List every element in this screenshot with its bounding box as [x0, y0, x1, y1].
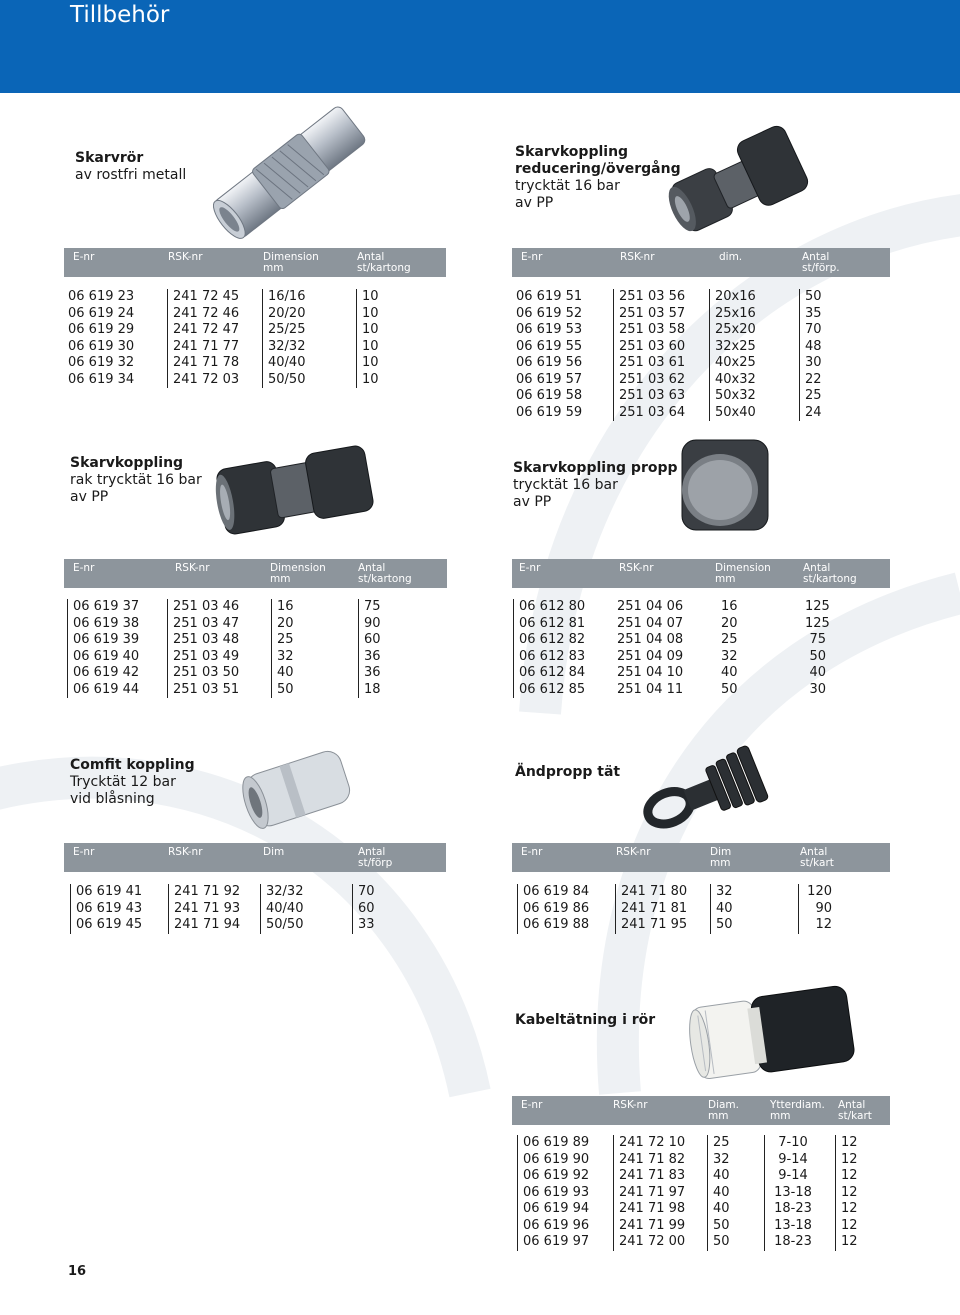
- cell: 36: [364, 665, 381, 680]
- cell: 241 71 81: [621, 900, 688, 916]
- header-antal: Antal st/förp.: [802, 251, 840, 274]
- cell: 20/20: [268, 305, 306, 321]
- cell: 12: [841, 1201, 858, 1216]
- cell: 32: [721, 648, 738, 664]
- cell: 251 03 50: [173, 665, 240, 680]
- cell: 50: [716, 917, 733, 932]
- cell: 241 71 77: [173, 338, 240, 354]
- col-enr: [513, 599, 585, 698]
- header-dimension: Dimension mm: [715, 562, 771, 585]
- cell: 06 619 92: [523, 1168, 590, 1183]
- header-dim: dim.: [719, 251, 743, 263]
- header-enr: E-nr: [519, 562, 541, 574]
- cell: 12: [841, 1184, 858, 1200]
- cell: 25x20: [715, 322, 756, 337]
- cell: 20x16: [715, 289, 756, 304]
- col-antal: [352, 884, 375, 934]
- cell: 06 619 93: [523, 1184, 590, 1200]
- cell: 7-10: [778, 1135, 808, 1150]
- header-enr: E-nr: [521, 251, 543, 263]
- header-ytterdiam: Ytterdiam. mm: [770, 1099, 825, 1122]
- andpropp-product-image: [635, 738, 775, 843]
- cell: 241 72 47: [173, 322, 240, 337]
- cell: 241 71 94: [174, 917, 241, 932]
- cell: 251 04 10: [617, 665, 684, 680]
- section-title-andpropp: [515, 764, 620, 781]
- cell: 12: [841, 1217, 858, 1233]
- col-enr: [68, 289, 134, 388]
- col-rsknr: [617, 599, 683, 698]
- header-rsknr: RSK-nr: [616, 846, 651, 858]
- cell: 251 04 09: [617, 648, 684, 664]
- cell: 24: [805, 404, 822, 420]
- cell: 50: [805, 289, 822, 304]
- cell: 241 71 98: [619, 1201, 686, 1216]
- cell: 12: [841, 1168, 858, 1183]
- cell: 30: [805, 355, 822, 370]
- col-enr: [67, 599, 139, 698]
- col-antal: [805, 599, 830, 698]
- header-enr: E-nr: [73, 251, 95, 263]
- header-dim: Dim: [263, 846, 285, 858]
- col-antal: [358, 599, 381, 698]
- cell: 06 619 88: [523, 917, 590, 932]
- table-header-kabel: [512, 1096, 890, 1125]
- cell: 241 71 97: [619, 1184, 686, 1200]
- title-line: rak trycktät 16 bar: [70, 472, 202, 488]
- section-title-rak: [70, 455, 202, 506]
- cell: 251 03 48: [173, 632, 240, 647]
- cell: 251 04 06: [617, 599, 684, 614]
- title-line: trycktät 16 bar: [513, 477, 618, 493]
- cell: 50x40: [715, 404, 756, 420]
- section-title-kabel: [515, 1012, 655, 1029]
- cell: 75: [364, 599, 381, 614]
- cell: 40x25: [715, 355, 756, 370]
- header-diam: Diam. mm: [708, 1099, 740, 1122]
- page-title: Tillbehör: [70, 2, 170, 28]
- header-rsknr: RSK-nr: [168, 251, 203, 263]
- cell: 32/32: [268, 338, 306, 354]
- cell: 40: [277, 665, 294, 680]
- cell: 06 619 51: [516, 289, 583, 304]
- cell: 10: [362, 289, 379, 304]
- col-rsknr: [168, 884, 240, 934]
- header-rsknr: RSK-nr: [175, 562, 210, 574]
- cell: 16: [721, 599, 738, 614]
- cell: 50: [277, 681, 294, 697]
- table-header-andpropp: [512, 843, 890, 872]
- cell: 50: [713, 1217, 730, 1233]
- cell: 241 71 82: [619, 1151, 686, 1167]
- header-rsknr: RSK-nr: [619, 562, 654, 574]
- cell: 251 04 07: [617, 615, 684, 631]
- cell: 251 03 57: [619, 305, 686, 321]
- header-dim: Dim mm: [710, 846, 732, 869]
- header-enr: E-nr: [73, 562, 95, 574]
- title-line: av PP: [70, 489, 109, 505]
- cell: 06 619 53: [516, 322, 583, 337]
- cell: 32x25: [715, 338, 756, 354]
- page-header: [0, 0, 960, 93]
- cell: 06 612 84: [519, 665, 586, 680]
- cell: 16/16: [268, 289, 306, 304]
- title-line: Skarvkoppling: [70, 455, 184, 471]
- cell: 241 72 03: [173, 371, 240, 387]
- cell: 33: [358, 917, 375, 932]
- cell: 241 71 78: [173, 355, 240, 370]
- cell: 90: [815, 900, 832, 916]
- cell: 251 03 47: [173, 615, 240, 631]
- cell: 241 72 46: [173, 305, 240, 321]
- cell: 32/32: [266, 884, 304, 899]
- col-rsknr: [615, 884, 687, 934]
- cell: 9-14: [778, 1151, 808, 1167]
- title-line: vid blåsning: [70, 791, 155, 807]
- cell: 75: [809, 632, 826, 647]
- col-enr: [517, 884, 589, 934]
- table-header-rak: [64, 559, 447, 588]
- header-enr: E-nr: [521, 846, 543, 858]
- cell: 06 619 57: [516, 371, 583, 387]
- cell: 06 619 89: [523, 1135, 590, 1150]
- col-ytterdiam: [764, 1135, 816, 1251]
- cell: 06 619 56: [516, 355, 583, 370]
- header-antal: Antal st/kart: [800, 846, 834, 869]
- cell: 30: [809, 681, 826, 697]
- cell: 32: [713, 1151, 730, 1167]
- cell: 06 619 32: [68, 355, 135, 370]
- col-dimension: [262, 289, 305, 388]
- cell: 06 619 94: [523, 1201, 590, 1216]
- cell: 40/40: [268, 355, 306, 370]
- col-antal: [356, 289, 379, 388]
- cell: 50: [809, 648, 826, 664]
- col-enr: [517, 1135, 589, 1251]
- col-antal: [835, 1135, 858, 1251]
- cell: 241 71 93: [174, 900, 241, 916]
- header-antal: Antal st/kartong: [357, 251, 411, 274]
- cell: 251 03 56: [619, 289, 686, 304]
- title-line: Skarvkoppling: [515, 144, 629, 160]
- cell: 10: [362, 305, 379, 321]
- col-dim: [260, 884, 303, 934]
- cell: 18: [364, 681, 381, 697]
- cell: 06 612 81: [519, 615, 586, 631]
- header-antal: Antal st/kartong: [803, 562, 857, 585]
- cell: 12: [841, 1135, 858, 1150]
- cell: 06 619 39: [73, 632, 140, 647]
- cell: 20: [277, 615, 294, 631]
- cell: 241 71 99: [619, 1217, 686, 1233]
- col-antal: [798, 884, 832, 934]
- cell: 60: [358, 900, 375, 916]
- cell: 90: [364, 615, 381, 631]
- col-diam: [707, 1135, 730, 1251]
- cell: 251 03 46: [173, 599, 240, 614]
- cell: 10: [362, 371, 379, 387]
- cell: 13-18: [774, 1217, 812, 1233]
- cell: 12: [841, 1234, 858, 1249]
- title-line: Skarvkoppling propp: [513, 460, 678, 476]
- title-line: av rostfri metall: [75, 167, 187, 183]
- header-enr: E-nr: [73, 846, 95, 858]
- cell: 12: [815, 917, 832, 932]
- header-antal: Antal st/förp: [358, 846, 393, 869]
- cell: 36: [364, 648, 381, 664]
- cell: 10: [362, 322, 379, 337]
- cell: 13-18: [774, 1184, 812, 1200]
- title-line: Trycktät 12 bar: [70, 774, 176, 790]
- col-rsknr: [613, 1135, 685, 1251]
- cell: 241 72 00: [619, 1234, 686, 1249]
- cell: 120: [807, 884, 832, 899]
- reducering-product-image: [655, 118, 815, 243]
- cell: 251 03 62: [619, 371, 686, 387]
- cell: 125: [805, 615, 830, 631]
- section-title-skarvror: [75, 150, 186, 184]
- title-line: trycktät 16 bar: [515, 178, 620, 194]
- cell: 06 612 85: [519, 681, 586, 697]
- cell: 125: [805, 599, 830, 614]
- cell: 10: [362, 355, 379, 370]
- cell: 06 619 45: [76, 917, 143, 932]
- title-line: Comfit koppling: [70, 757, 195, 773]
- cell: 06 619 24: [68, 305, 135, 321]
- header-antal: Antal st/kartong: [358, 562, 412, 585]
- cell: 06 619 90: [523, 1151, 590, 1167]
- col-rsknr: [167, 289, 239, 388]
- page-number: 16: [68, 1264, 87, 1279]
- cell: 50/50: [268, 371, 306, 387]
- cell: 06 619 38: [73, 615, 140, 631]
- cell: 06 619 37: [73, 599, 140, 614]
- cell: 06 619 41: [76, 884, 143, 899]
- cell: 06 619 43: [76, 900, 143, 916]
- cell: 50: [713, 1234, 730, 1249]
- cell: 06 619 29: [68, 322, 135, 337]
- cell: 18-23: [774, 1234, 812, 1249]
- cell: 25: [713, 1135, 730, 1150]
- title-line: av PP: [513, 494, 552, 510]
- cell: 32: [277, 648, 294, 664]
- cell: 251 03 49: [173, 648, 240, 664]
- comfit-product-image: [235, 740, 360, 835]
- kabel-product-image: [685, 985, 865, 1080]
- title-line: Ändpropp tät: [515, 764, 621, 780]
- cell: 70: [358, 884, 375, 899]
- col-antal: [799, 289, 822, 421]
- cell: 06 612 82: [519, 632, 586, 647]
- cell: 251 03 58: [619, 322, 686, 337]
- cell: 251 03 60: [619, 338, 686, 354]
- skarvror-product-image: [205, 97, 375, 247]
- cell: 06 612 80: [519, 599, 586, 614]
- col-dimension: [721, 599, 738, 698]
- cell: 06 619 58: [516, 388, 583, 403]
- cell: 25: [277, 632, 294, 647]
- title-line: Skarvrör: [75, 150, 144, 166]
- cell: 06 619 30: [68, 338, 135, 354]
- table-header-comfit: [64, 843, 446, 872]
- table-header-reducering: [512, 248, 890, 277]
- cell: 06 619 44: [73, 681, 140, 697]
- cell: 70: [805, 322, 822, 337]
- header-dimension: Dimension mm: [263, 251, 319, 274]
- cell: 251 04 08: [617, 632, 684, 647]
- cell: 10: [362, 338, 379, 354]
- cell: 06 619 40: [73, 648, 140, 664]
- cell: 48: [805, 338, 822, 354]
- cell: 50x32: [715, 388, 756, 403]
- cell: 241 72 10: [619, 1135, 686, 1150]
- cell: 40/40: [266, 900, 304, 916]
- section-title-propp: [513, 460, 678, 511]
- table-header-propp: [512, 559, 890, 588]
- cell: 40: [713, 1184, 730, 1200]
- section-title-comfit: [70, 757, 195, 808]
- cell: 35: [805, 305, 822, 321]
- cell: 251 03 51: [173, 681, 240, 697]
- cell: 40: [716, 900, 733, 916]
- cell: 241 71 80: [621, 884, 688, 899]
- cell: 60: [364, 632, 381, 647]
- cell: 06 619 23: [68, 289, 135, 304]
- cell: 40: [713, 1201, 730, 1216]
- cell: 20: [721, 615, 738, 631]
- cell: 50: [721, 681, 738, 697]
- col-rsknr: [167, 599, 239, 698]
- cell: 40: [721, 665, 738, 680]
- cell: 16: [277, 599, 294, 614]
- col-enr: [70, 884, 142, 934]
- cell: 12: [841, 1151, 858, 1167]
- cell: 40: [809, 665, 826, 680]
- title-line: Kabeltätning i rör: [515, 1012, 656, 1028]
- cell: 25x16: [715, 305, 756, 321]
- cell: 251 04 11: [617, 681, 684, 697]
- header-dimension: Dimension mm: [270, 562, 326, 585]
- header-antal: Antal st/kart: [838, 1099, 872, 1122]
- title-line: reducering/övergång: [515, 161, 681, 177]
- cell: 251 03 63: [619, 388, 686, 403]
- cell: 18-23: [774, 1201, 812, 1216]
- cell: 06 619 86: [523, 900, 590, 916]
- cell: 06 612 83: [519, 648, 586, 664]
- cell: 32: [716, 884, 733, 899]
- col-dim: [709, 289, 756, 421]
- cell: 06 619 96: [523, 1217, 590, 1233]
- cell: 9-14: [778, 1168, 808, 1183]
- title-line: av PP: [515, 195, 554, 211]
- cell: 22: [805, 371, 822, 387]
- header-enr: E-nr: [521, 1099, 543, 1111]
- header-rsknr: RSK-nr: [620, 251, 655, 263]
- col-dimension: [271, 599, 294, 698]
- col-dim: [710, 884, 733, 934]
- cell: 25/25: [268, 322, 306, 337]
- cell: 241 71 92: [174, 884, 241, 899]
- cell: 241 72 45: [173, 289, 240, 304]
- header-rsknr: RSK-nr: [168, 846, 203, 858]
- cell: 06 619 42: [73, 665, 140, 680]
- header-rsknr: RSK-nr: [613, 1099, 648, 1111]
- cell: 06 619 52: [516, 305, 583, 321]
- propp-product-image: [670, 430, 785, 540]
- cell: 25: [721, 632, 738, 647]
- cell: 241 71 83: [619, 1168, 686, 1183]
- cell: 251 03 64: [619, 404, 686, 420]
- cell: 06 619 34: [68, 371, 135, 387]
- col-rsknr: [613, 289, 685, 421]
- cell: 06 619 97: [523, 1234, 590, 1249]
- cell: 241 71 95: [621, 917, 688, 932]
- cell: 50/50: [266, 917, 304, 932]
- cell: 40: [713, 1168, 730, 1183]
- cell: 25: [805, 388, 822, 403]
- cell: 06 619 84: [523, 884, 590, 899]
- cell: 251 03 61: [619, 355, 686, 370]
- rak-product-image: [210, 435, 380, 545]
- cell: 40x32: [715, 371, 756, 387]
- cell: 06 619 55: [516, 338, 583, 354]
- col-enr: [516, 289, 582, 421]
- table-header-skarvror: [64, 248, 446, 277]
- cell: 06 619 59: [516, 404, 583, 420]
